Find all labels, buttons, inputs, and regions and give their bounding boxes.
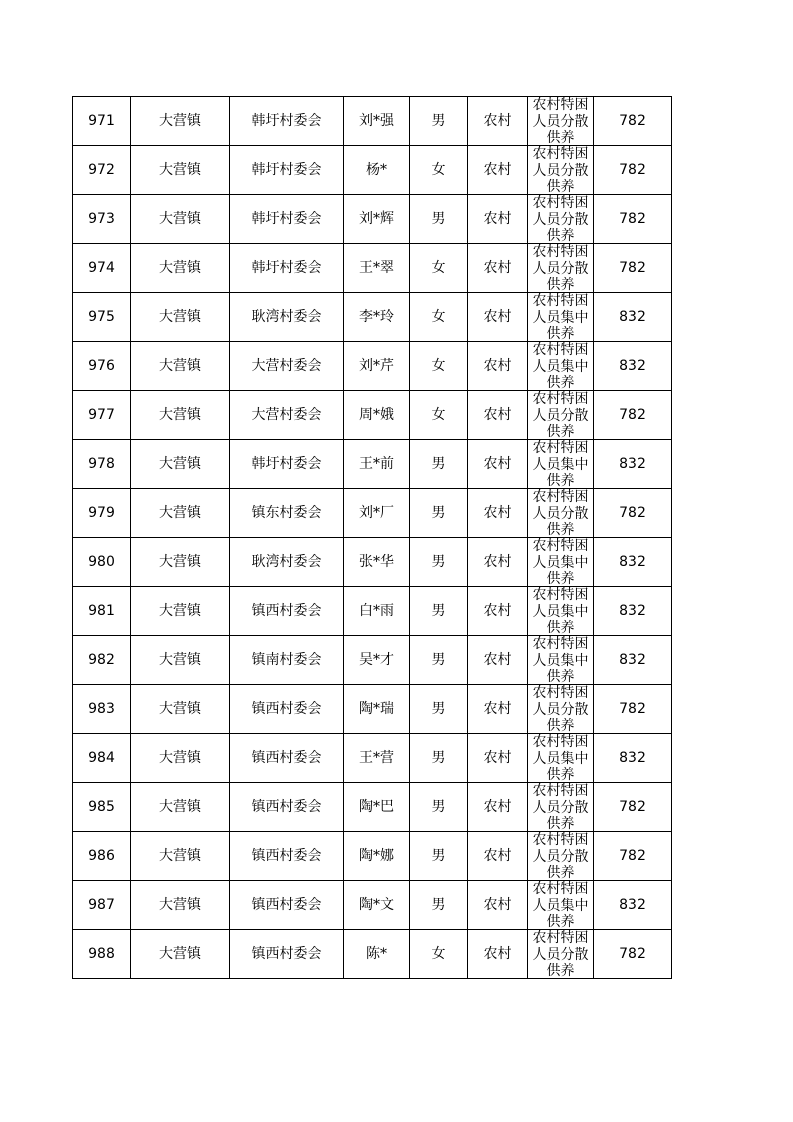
cell-serial-number: 986 xyxy=(73,832,131,881)
cell-village-committee: 镇西村委会 xyxy=(230,587,344,636)
cell-residence-type: 农村 xyxy=(468,244,528,293)
support-category-line: 人员分散 xyxy=(532,799,589,816)
cell-gender: 男 xyxy=(410,832,468,881)
cell-residence-type: 农村 xyxy=(468,538,528,587)
cell-serial-number: 984 xyxy=(73,734,131,783)
cell-amount: 832 xyxy=(594,293,672,342)
cell-town: 大营镇 xyxy=(131,293,230,342)
cell-gender: 女 xyxy=(410,293,468,342)
table-row xyxy=(73,538,672,587)
support-category-line: 农村特困 xyxy=(532,587,589,603)
support-category-line: 人员集中 xyxy=(532,652,589,669)
support-category-line: 人员分散 xyxy=(532,701,589,718)
support-category-line: 农村特困 xyxy=(532,636,589,652)
cell-person-name: 陶*文 xyxy=(344,881,410,930)
cell-amount: 832 xyxy=(594,587,672,636)
support-category-line: 供养 xyxy=(546,816,575,831)
support-category-line: 供养 xyxy=(546,767,575,782)
support-category-line: 农村特困 xyxy=(532,146,589,162)
cell-amount: 782 xyxy=(594,685,672,734)
support-category-line: 供养 xyxy=(546,375,575,390)
table-row xyxy=(73,587,672,636)
cell-support-category xyxy=(528,195,594,244)
table-row xyxy=(73,489,672,538)
cell-residence-type: 农村 xyxy=(468,685,528,734)
support-category-line: 人员分散 xyxy=(532,407,589,424)
cell-residence-type: 农村 xyxy=(468,391,528,440)
support-category-line: 农村特困 xyxy=(532,391,589,407)
cell-person-name: 刘*强 xyxy=(344,97,410,146)
cell-serial-number: 982 xyxy=(73,636,131,685)
cell-village-committee: 大营村委会 xyxy=(230,342,344,391)
support-category-line: 人员分散 xyxy=(532,211,589,228)
cell-person-name: 白*雨 xyxy=(344,587,410,636)
cell-village-committee: 韩圩村委会 xyxy=(230,195,344,244)
cell-person-name: 王*营 xyxy=(344,734,410,783)
table-row xyxy=(73,832,672,881)
cell-serial-number: 981 xyxy=(73,587,131,636)
support-category-line: 农村特困 xyxy=(532,734,589,750)
table-row xyxy=(73,195,672,244)
support-category-line: 供养 xyxy=(546,473,575,488)
cell-town: 大营镇 xyxy=(131,881,230,930)
beneficiary-table xyxy=(72,96,672,979)
cell-residence-type: 农村 xyxy=(468,342,528,391)
cell-support-category xyxy=(528,734,594,783)
cell-gender: 男 xyxy=(410,587,468,636)
cell-village-committee: 镇西村委会 xyxy=(230,685,344,734)
cell-support-category xyxy=(528,538,594,587)
cell-amount: 832 xyxy=(594,636,672,685)
cell-town: 大营镇 xyxy=(131,636,230,685)
cell-amount: 782 xyxy=(594,783,672,832)
cell-support-category xyxy=(528,244,594,293)
cell-town: 大营镇 xyxy=(131,783,230,832)
cell-residence-type: 农村 xyxy=(468,734,528,783)
cell-village-committee: 耿湾村委会 xyxy=(230,293,344,342)
cell-town: 大营镇 xyxy=(131,391,230,440)
table-row xyxy=(73,293,672,342)
support-category-text xyxy=(528,293,593,341)
cell-residence-type: 农村 xyxy=(468,636,528,685)
support-category-line: 人员分散 xyxy=(532,505,589,522)
cell-amount: 832 xyxy=(594,342,672,391)
cell-village-committee: 大营村委会 xyxy=(230,391,344,440)
support-category-line: 农村特困 xyxy=(532,342,589,358)
cell-person-name: 刘*厂 xyxy=(344,489,410,538)
cell-town: 大营镇 xyxy=(131,97,230,146)
support-category-line: 农村特困 xyxy=(532,881,589,897)
cell-amount: 782 xyxy=(594,97,672,146)
cell-serial-number: 973 xyxy=(73,195,131,244)
cell-serial-number: 985 xyxy=(73,783,131,832)
cell-support-category xyxy=(528,391,594,440)
support-category-line: 农村特困 xyxy=(532,832,589,848)
cell-town: 大营镇 xyxy=(131,538,230,587)
support-category-line: 供养 xyxy=(546,326,575,341)
table-row xyxy=(73,734,672,783)
support-category-line: 供养 xyxy=(546,277,575,292)
cell-town: 大营镇 xyxy=(131,685,230,734)
support-category-line: 农村特困 xyxy=(532,440,589,456)
cell-residence-type: 农村 xyxy=(468,783,528,832)
cell-support-category xyxy=(528,685,594,734)
support-category-text xyxy=(528,734,593,782)
cell-serial-number: 972 xyxy=(73,146,131,195)
support-category-line: 农村特困 xyxy=(532,293,589,309)
support-category-line: 人员分散 xyxy=(532,260,589,277)
cell-residence-type: 农村 xyxy=(468,930,528,979)
support-category-text xyxy=(528,146,593,194)
cell-gender: 男 xyxy=(410,195,468,244)
cell-support-category xyxy=(528,293,594,342)
cell-village-committee: 镇西村委会 xyxy=(230,734,344,783)
support-category-line: 农村特困 xyxy=(532,489,589,505)
support-category-text xyxy=(528,636,593,684)
support-category-line: 供养 xyxy=(546,669,575,684)
cell-support-category xyxy=(528,440,594,489)
support-category-line: 人员集中 xyxy=(532,358,589,375)
support-category-line: 供养 xyxy=(546,130,575,145)
cell-town: 大营镇 xyxy=(131,734,230,783)
support-category-line: 农村特困 xyxy=(532,538,589,554)
cell-serial-number: 976 xyxy=(73,342,131,391)
cell-serial-number: 974 xyxy=(73,244,131,293)
cell-amount: 832 xyxy=(594,538,672,587)
cell-residence-type: 农村 xyxy=(468,489,528,538)
table-row xyxy=(73,881,672,930)
support-category-line: 人员集中 xyxy=(532,750,589,767)
cell-gender: 男 xyxy=(410,489,468,538)
cell-gender: 男 xyxy=(410,881,468,930)
table-row xyxy=(73,930,672,979)
cell-person-name: 陈* xyxy=(344,930,410,979)
cell-person-name: 王*翠 xyxy=(344,244,410,293)
table-row xyxy=(73,342,672,391)
support-category-text xyxy=(528,930,593,978)
cell-gender: 女 xyxy=(410,342,468,391)
cell-person-name: 李*玲 xyxy=(344,293,410,342)
cell-amount: 782 xyxy=(594,195,672,244)
cell-gender: 女 xyxy=(410,146,468,195)
cell-gender: 男 xyxy=(410,97,468,146)
cell-residence-type: 农村 xyxy=(468,881,528,930)
cell-village-committee: 镇东村委会 xyxy=(230,489,344,538)
table-row xyxy=(73,391,672,440)
cell-support-category xyxy=(528,342,594,391)
support-category-text xyxy=(528,97,593,145)
support-category-line: 人员集中 xyxy=(532,603,589,620)
cell-person-name: 吴*才 xyxy=(344,636,410,685)
table-row xyxy=(73,685,672,734)
support-category-line: 人员集中 xyxy=(532,897,589,914)
support-category-line: 农村特困 xyxy=(532,930,589,946)
support-category-line: 人员集中 xyxy=(532,309,589,326)
cell-serial-number: 975 xyxy=(73,293,131,342)
cell-gender: 男 xyxy=(410,636,468,685)
table-row xyxy=(73,783,672,832)
cell-person-name: 陶*瑞 xyxy=(344,685,410,734)
support-category-line: 人员集中 xyxy=(532,554,589,571)
cell-village-committee: 韩圩村委会 xyxy=(230,244,344,293)
cell-village-committee: 韩圩村委会 xyxy=(230,146,344,195)
cell-town: 大营镇 xyxy=(131,930,230,979)
cell-amount: 782 xyxy=(594,244,672,293)
support-category-text xyxy=(528,489,593,537)
support-category-text xyxy=(528,391,593,439)
cell-town: 大营镇 xyxy=(131,489,230,538)
cell-serial-number: 971 xyxy=(73,97,131,146)
cell-support-category xyxy=(528,636,594,685)
cell-support-category xyxy=(528,930,594,979)
cell-village-committee: 镇西村委会 xyxy=(230,881,344,930)
cell-person-name: 张*华 xyxy=(344,538,410,587)
support-category-line: 人员集中 xyxy=(532,456,589,473)
cell-town: 大营镇 xyxy=(131,195,230,244)
support-category-line: 农村特困 xyxy=(532,244,589,260)
table-row xyxy=(73,146,672,195)
support-category-text xyxy=(528,832,593,880)
cell-support-category xyxy=(528,146,594,195)
table-row xyxy=(73,244,672,293)
support-category-text xyxy=(528,195,593,243)
cell-residence-type: 农村 xyxy=(468,832,528,881)
table-row xyxy=(73,97,672,146)
cell-person-name: 刘*芹 xyxy=(344,342,410,391)
support-category-line: 供养 xyxy=(546,424,575,439)
cell-residence-type: 农村 xyxy=(468,97,528,146)
cell-town: 大营镇 xyxy=(131,342,230,391)
cell-gender: 女 xyxy=(410,244,468,293)
cell-amount: 782 xyxy=(594,146,672,195)
cell-support-category xyxy=(528,783,594,832)
cell-person-name: 王*前 xyxy=(344,440,410,489)
cell-support-category xyxy=(528,881,594,930)
cell-village-committee: 镇西村委会 xyxy=(230,930,344,979)
support-category-text xyxy=(528,881,593,929)
support-category-line: 供养 xyxy=(546,571,575,586)
cell-village-committee: 耿湾村委会 xyxy=(230,538,344,587)
support-category-text xyxy=(528,538,593,586)
cell-serial-number: 978 xyxy=(73,440,131,489)
support-category-line: 农村特困 xyxy=(532,783,589,799)
cell-support-category xyxy=(528,587,594,636)
support-category-line: 人员分散 xyxy=(532,946,589,963)
cell-amount: 782 xyxy=(594,391,672,440)
cell-serial-number: 987 xyxy=(73,881,131,930)
cell-village-committee: 韩圩村委会 xyxy=(230,440,344,489)
support-category-text xyxy=(528,440,593,488)
cell-town: 大营镇 xyxy=(131,440,230,489)
table-row xyxy=(73,440,672,489)
support-category-line: 农村特困 xyxy=(532,685,589,701)
cell-support-category xyxy=(528,832,594,881)
cell-serial-number: 979 xyxy=(73,489,131,538)
cell-residence-type: 农村 xyxy=(468,146,528,195)
cell-residence-type: 农村 xyxy=(468,440,528,489)
cell-gender: 男 xyxy=(410,538,468,587)
cell-person-name: 周*娥 xyxy=(344,391,410,440)
cell-residence-type: 农村 xyxy=(468,195,528,244)
cell-town: 大营镇 xyxy=(131,587,230,636)
cell-amount: 832 xyxy=(594,881,672,930)
cell-gender: 男 xyxy=(410,734,468,783)
cell-residence-type: 农村 xyxy=(468,587,528,636)
cell-town: 大营镇 xyxy=(131,832,230,881)
cell-serial-number: 980 xyxy=(73,538,131,587)
cell-amount: 832 xyxy=(594,734,672,783)
cell-gender: 男 xyxy=(410,685,468,734)
cell-person-name: 陶*娜 xyxy=(344,832,410,881)
support-category-line: 供养 xyxy=(546,228,575,243)
cell-amount: 782 xyxy=(594,832,672,881)
cell-serial-number: 988 xyxy=(73,930,131,979)
support-category-line: 人员分散 xyxy=(532,162,589,179)
support-category-text xyxy=(528,587,593,635)
support-category-text xyxy=(528,685,593,733)
cell-gender: 女 xyxy=(410,391,468,440)
cell-person-name: 杨* xyxy=(344,146,410,195)
cell-town: 大营镇 xyxy=(131,146,230,195)
cell-village-committee: 镇西村委会 xyxy=(230,783,344,832)
cell-serial-number: 983 xyxy=(73,685,131,734)
support-category-line: 人员分散 xyxy=(532,848,589,865)
support-category-text xyxy=(528,244,593,292)
support-category-line: 供养 xyxy=(546,620,575,635)
cell-town: 大营镇 xyxy=(131,244,230,293)
cell-support-category xyxy=(528,97,594,146)
cell-gender: 男 xyxy=(410,783,468,832)
cell-person-name: 陶*巴 xyxy=(344,783,410,832)
support-category-line: 供养 xyxy=(546,718,575,733)
table-body xyxy=(73,97,672,979)
support-category-line: 农村特困 xyxy=(532,195,589,211)
support-category-line: 供养 xyxy=(546,914,575,929)
cell-village-committee: 韩圩村委会 xyxy=(230,97,344,146)
cell-gender: 男 xyxy=(410,440,468,489)
cell-person-name: 刘*辉 xyxy=(344,195,410,244)
support-category-text xyxy=(528,342,593,390)
cell-amount: 782 xyxy=(594,930,672,979)
cell-residence-type: 农村 xyxy=(468,293,528,342)
cell-serial-number: 977 xyxy=(73,391,131,440)
support-category-line: 供养 xyxy=(546,963,575,978)
cell-village-committee: 镇南村委会 xyxy=(230,636,344,685)
cell-amount: 832 xyxy=(594,440,672,489)
cell-village-committee: 镇西村委会 xyxy=(230,832,344,881)
cell-gender: 女 xyxy=(410,930,468,979)
support-category-text xyxy=(528,783,593,831)
cell-support-category xyxy=(528,489,594,538)
table-row xyxy=(73,636,672,685)
support-category-line: 人员分散 xyxy=(532,113,589,130)
cell-amount: 782 xyxy=(594,489,672,538)
support-category-line: 供养 xyxy=(546,179,575,194)
support-category-line: 供养 xyxy=(546,522,575,537)
support-category-line: 农村特困 xyxy=(532,97,589,113)
support-category-line: 供养 xyxy=(546,865,575,880)
